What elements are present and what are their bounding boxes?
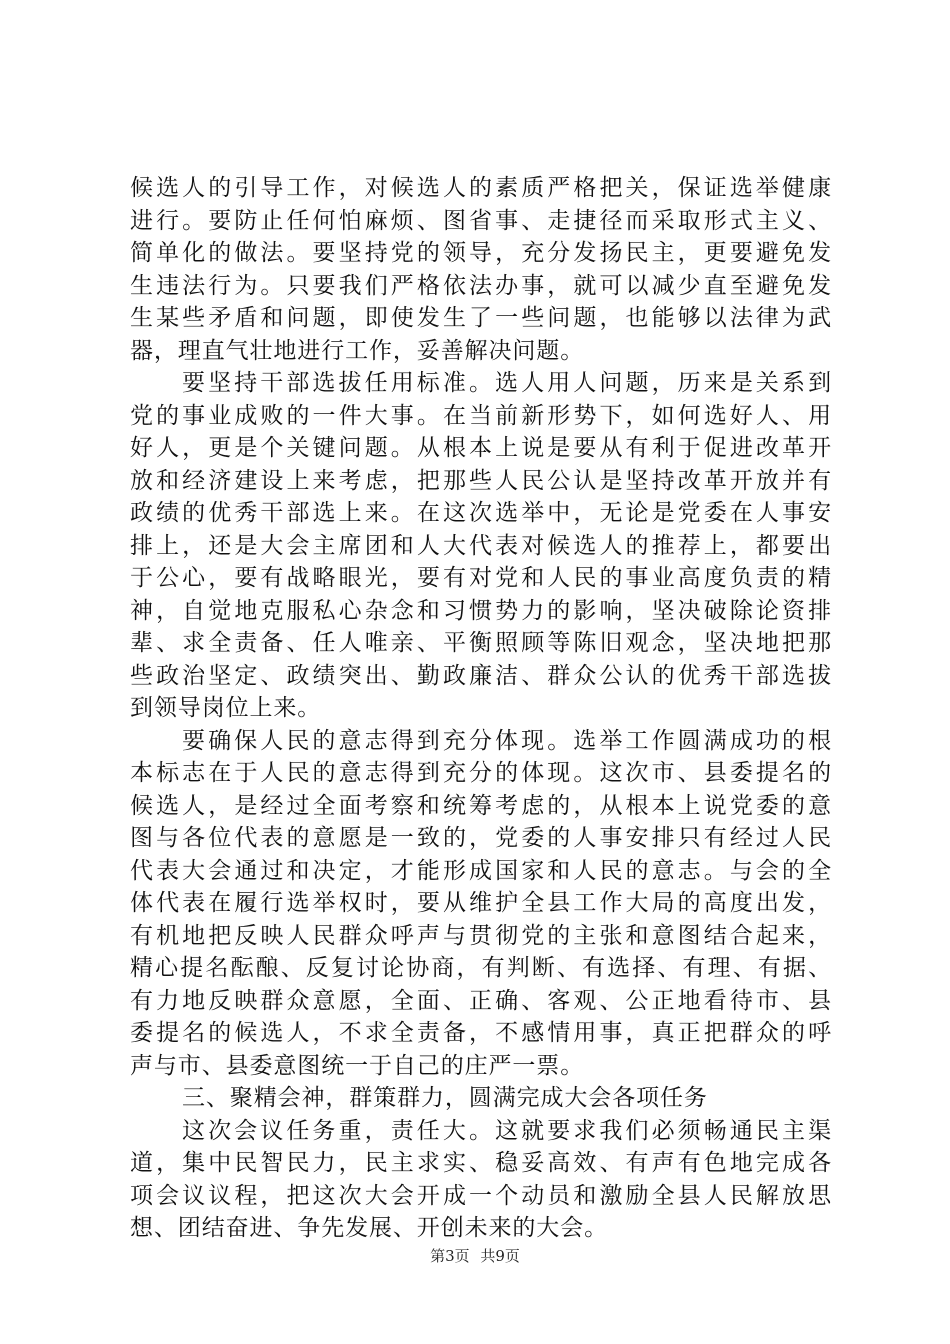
text-line: 有机地把反映人民群众呼声与贯彻党的主张和意图结合起来， (130, 922, 832, 949)
text-line: 有力地反映群众意愿，全面、正确、客观、公正地看待市、县 (130, 987, 832, 1014)
text-line: 要坚持干部选拔任用标准。选人用人问题，历来是关系到 (182, 370, 832, 396)
text-line: 候选人的引导工作，对候选人的素质严格把关，保证选举健康 (130, 175, 832, 201)
text-line: 进行。要防止任何怕麻烦、图省事、走捷径而采取形式主义、 (130, 207, 832, 234)
text-line: 生违法行为。只要我们严格依法办事，就可以减少直至避免发 (130, 272, 832, 299)
text-line: 体代表在履行选举权时，要从维护全县工作大局的高度出发， (130, 890, 832, 916)
text-line: 三、聚精会神，群策群力，圆满完成大会各项任务 (182, 1085, 708, 1111)
text-line: 道，集中民智民力，民主求实、稳妥高效、有声有色地完成各 (130, 1150, 832, 1176)
document-body (130, 172, 832, 1245)
text-line: 些政治坚定、政绩突出、勤政廉洁、群众公认的优秀干部选拔 (130, 662, 832, 689)
page-footer (0, 1245, 950, 1266)
text-line: 简单化的做法。要坚持党的领导，充分发扬民主，更要避免发 (130, 240, 832, 266)
text-line: 精心提名酝酿、反复讨论协商，有判断、有选择、有理、有据、 (130, 955, 832, 981)
text-line: 生某些矛盾和问题，即使发生了一些问题，也能够以法律为武 (130, 305, 832, 331)
text-line: 好人，更是个关键问题。从根本上说是要从有利于促进改革开 (130, 435, 832, 461)
text-line: 候选人，是经过全面考察和统筹考虑的，从根本上说党委的意 (130, 792, 832, 819)
text-line: 辈、求全责备、任人唯亲、平衡照顾等陈旧观念，坚决地把那 (130, 630, 832, 656)
text-line: 这次会议任务重，责任大。这就要求我们必须畅通民主渠 (182, 1117, 832, 1144)
text-line: 放和经济建设上来考虑，把那些人民公认是坚持改革开放并有 (130, 467, 832, 494)
text-line: 到领导岗位上来。 (130, 695, 322, 721)
page-number: 第3页 (430, 1247, 470, 1265)
text-line: 项会议议程，把这次大会开成一个动员和激励全县人民解放思 (130, 1182, 832, 1209)
page-total: 共9页 (480, 1247, 520, 1265)
text-line: 神，自觉地克服私心杂念和习惯势力的影响，坚决破除论资排 (130, 597, 832, 624)
text-line: 想、团结奋进、争先发展、开创未来的大会。 (130, 1215, 608, 1241)
text-line: 于公心，要有战略眼光，要有对党和人民的事业高度负责的精 (130, 565, 832, 591)
text-line: 图与各位代表的意愿是一致的，党委的人事安排只有经过人民 (130, 825, 832, 851)
text-line: 代表大会通过和决定，才能形成国家和人民的意志。与会的全 (130, 857, 832, 884)
text-line: 器，理直气壮地进行工作，妥善解决问题。 (130, 337, 585, 364)
text-line: 声与市、县委意图统一于自己的庄严一票。 (130, 1052, 585, 1079)
text-line: 要确保人民的意志得到充分体现。选举工作圆满成功的根 (182, 727, 832, 754)
text-line: 本标志在于人民的意志得到充分的体现。这次市、县委提名的 (130, 760, 832, 786)
text-line: 委提名的候选人，不求全责备，不感情用事，真正把群众的呼 (130, 1020, 832, 1046)
text-line: 政绩的优秀干部选上来。在这次选举中，无论是党委在人事安 (130, 500, 832, 526)
text-line: 党的事业成败的一件大事。在当前新形势下，如何选好人、用 (130, 402, 832, 429)
text-line: 排上，还是大会主席团和人大代表对候选人的推荐上，都要出 (130, 532, 832, 559)
